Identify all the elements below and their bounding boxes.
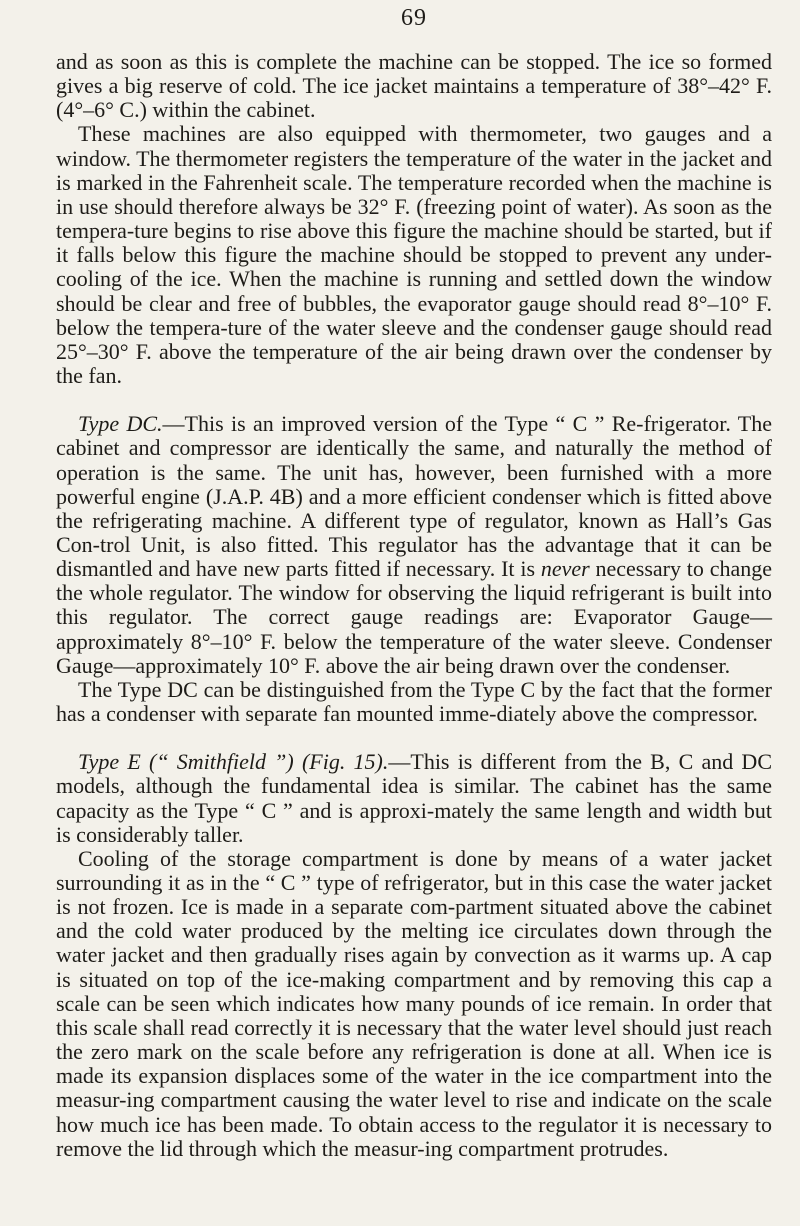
type-dc-heading: Type DC. — [78, 411, 163, 437]
type-dc-text-part-2: necessary to change the whole regulator. The window for observing the liquid refrigerant is built into this regulator. The correct gauge readings are: Evaporator Gauge—approximately 8°–10° F. below the temperature of the water sleeve. Condenser Gauge—approximately 10° F. above the air being drawn over the condenser. — [56, 556, 773, 678]
paragraph-type-e — [56, 750, 772, 847]
paragraph-ice-reserve: and as soon as this is complete the machine can be stopped. The ice so formed gives a big reserve of cold. The ice jacket maintains a temperature of 38°–42° F. (4°–6° C.) within the cabinet. — [56, 49, 772, 123]
type-dc-text-part-1: —This is an improved version of the Type “ C ” Re-frigerator. The cabinet and compressor are identically the same, and naturally the method of operation is the same. The unit has, however, been furnished with a more powerful engine (J.A.P. 4B) and a more efficient condenser which is fitted above the refrigerating machine. A different type of regulator, known as Hall’s Gas Con-trol Unit, is also fitted. This regulator has the advantage that it can be dismantled and have new parts fitted if necessary. It is — [56, 411, 772, 582]
paragraph-cooling: Cooling of the storage compartment is done by means of a water jacket surrounding it as in the “ C ” type of refrigerator, but in this case the water jacket is not frozen. Ice is made in a separate com-partment situated above the cabinet and the cold water produced by the melting ice circulates down through the water jacket and then gradually rises again by convection as it warms up. A cap is situated on top of the ice-making compartment and by removing this cap a scale can be seen which indicates how many pounds of ice remain. In order that this scale shall read correctly it is necessary that the water level should just reach the zero mark on the scale before any refrigeration is done at all. When ice is made its expansion displaces some of the water in the ice compartment into the measur-ing compartment causing the water level to rise and indicate on the scale how much ice has been made. To obtain access to the regulator it is necessary to remove the lid through which the measur-ing compartment protrudes. — [56, 845, 772, 1161]
paragraph-type-dc-distinguish: The Type DC can be distinguished from the Type C by the fact that the former has a condenser with separate fan mounted imme-diately above the compressor. — [56, 676, 772, 727]
paragraph-type-dc — [56, 412, 772, 678]
emphasis-never: never — [540, 556, 590, 582]
type-e-text: —This is different from the B, C and DC models, although the fundamental idea is similar. The cabinet has the same capacity as the Type “ C ” and is approxi-mately the same length and width but is considerably taller. — [56, 749, 772, 847]
paragraph-thermometer-gauges: These machines are also equipped with thermometer, two gauges and a window. The thermometer registers the temperature of the water in the jacket and is marked in the Fahrenheit scale. The temperature recorded when the machine is in use should therefore always be 32° F. (freezing point of water). As soon as the tempera-ture begins to rise above this figure the machine should be started, but if it falls below this figure the machine should be stopped to prevent any under-cooling of the ice. When the machine is running and settled down the window should be clear and free of bubbles, the evaporator gauge should read 8°–10° F. below the tempera-ture of the water sleeve and the condenser gauge should read 25°–30° F. above the temperature of the air being drawn over the condenser by the fan. — [56, 121, 772, 389]
page-number: 69 — [401, 5, 427, 31]
type-e-heading: Type E (“ Smithfield ”) (Fig. 15). — [78, 749, 389, 775]
body-text — [56, 50, 772, 1161]
